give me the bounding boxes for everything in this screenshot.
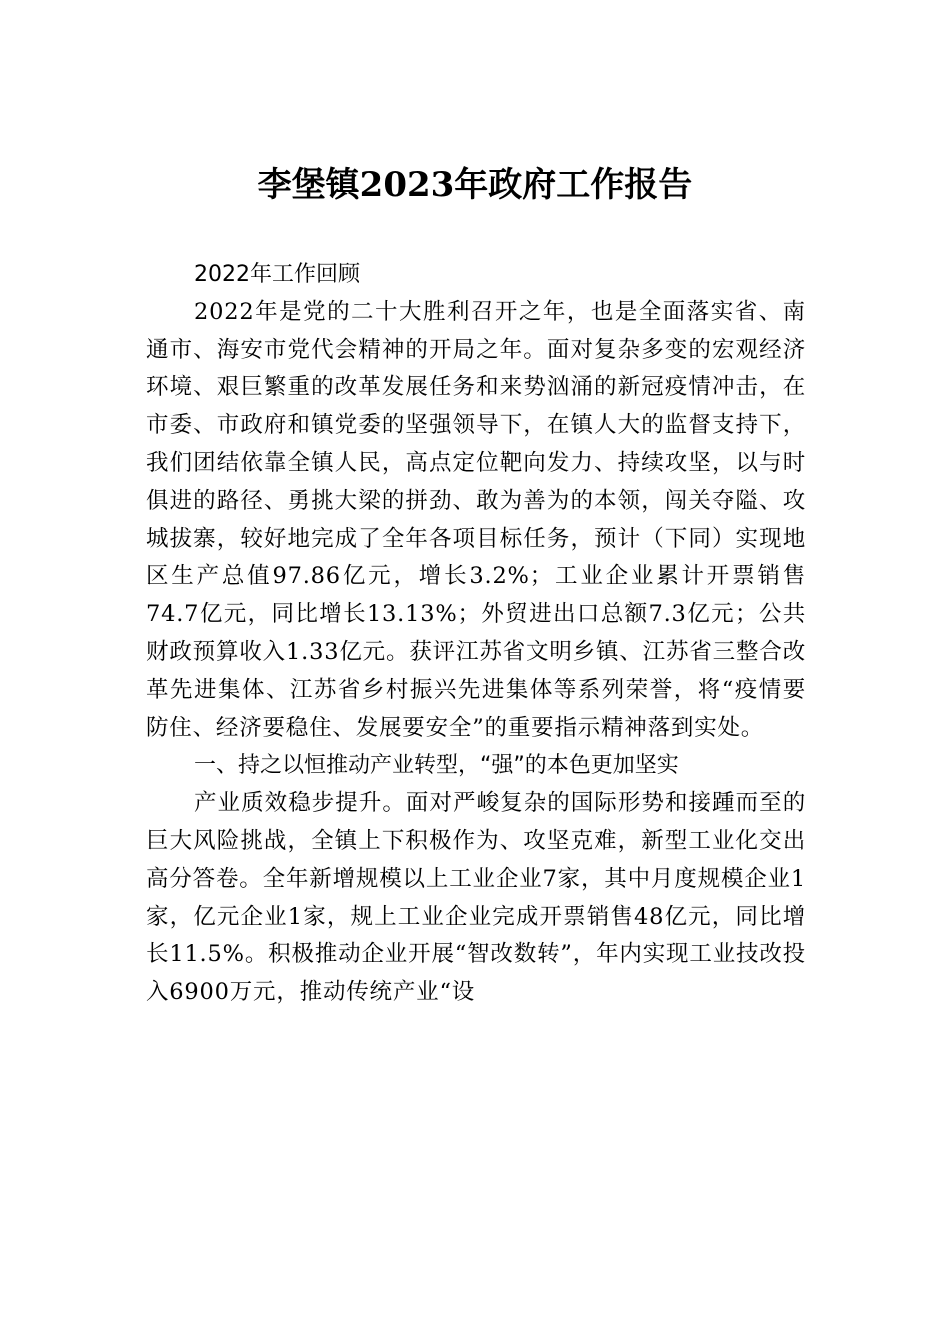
section-heading-review: 2022年工作回顾 [194, 262, 360, 287]
document-body [146, 256, 806, 1012]
document-title: 李堡镇2023年政府工作报告 [257, 165, 693, 205]
paragraph-review: 2022年是党的二十大胜利召开之年，也是全面落实省、南通市、海安市党代会精神的开局之年。面对复杂多变的宏观经济环境、艰巨繁重的改革发展任务和来势汹涌的新冠疫情冲击，在市委、市政府和镇党委的坚强领导下，在镇人大的监督支持下，我们团结依靠全镇人民，高点定位靶向发力、持续攻坚，以与时俱进的路径、勇挑大梁的拼劲、敢为善为的本领，闯关夺隘、攻城拔寨，较好地完成了全年各项目标任务，预计（下同）实现地区生产总值97.86亿元，增长3.2%；工业企业累计开票销售74.7亿元，同比增长13.13%；外贸进出口总额7.3亿元；公共财政预算收入1.33亿元。获评江苏省文明乡镇、江苏省三整合改革先进集体、江苏省乡村振兴先进集体等系列荣誉，将“疫情要防住、经济要稳住、发展要安全”的重要指示精神落到实处。 [146, 298, 806, 741]
paragraph-industry: 产业质效稳步提升。面对严峻复杂的国际形势和接踵而至的巨大风险挑战，全镇上下积极作为、攻坚克难，新型工业化交出高分答卷。全年新增规模以上工业企业7家，其中月度规模企业1家，亿元企业1家，规上工业企业完成开票销售48亿元，同比增长11.5%。积极推动企业开展“智改数转”，年内实现工业技改投入6900万元，推动传统产业“设 [146, 790, 806, 1006]
section-heading-industry: 一、持之以恒推动产业转型，“强”的本色更加坚实 [194, 753, 679, 779]
